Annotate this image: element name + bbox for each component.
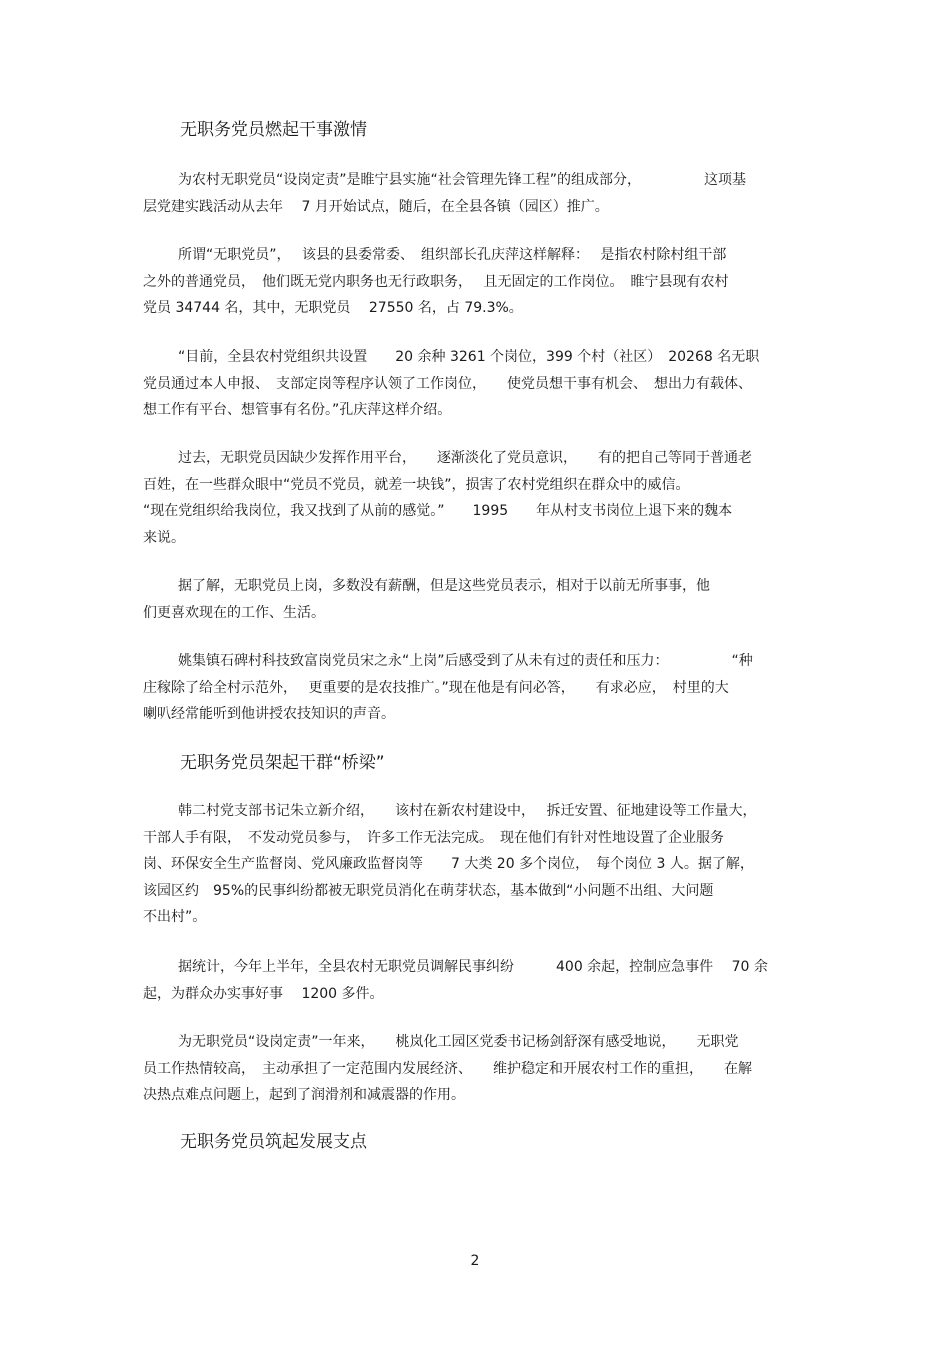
paragraph-7 bbox=[143, 798, 813, 931]
paragraph-line: 岗、环保安全生产监督岗、党风廉政监督岗等 7 大类 20 多个岗位， 每个岗位 3 人。据了解， bbox=[143, 856, 754, 872]
paragraph-line: 据了解，无职党员上岗，多数没有薪酬，但是这些党员表示，相对于以前无所事事，他 bbox=[178, 578, 710, 594]
paragraph-line: 庄稼除了给全村示范外， 更重要的是农技推广。”现在他是有问必答， 有求必应， 村里的大 bbox=[143, 679, 729, 696]
paragraph-line: 姚集镇石碑村科技致富岗党员宋之永“上岗”后感受到了从未有过的责任和压力： “种 bbox=[178, 653, 753, 669]
paragraph-line: 所谓“无职党员”， 该县的县委常委、 组织部长孔庆萍这样解释： 是指农村除村组干部 bbox=[178, 247, 727, 263]
paragraph-line: 来说。 bbox=[143, 529, 185, 546]
paragraph-line: 员工作热情较高， 主动承担了一定范围内发展经济、 维护稳定和开展农村工作的重担， 在解 bbox=[143, 1060, 752, 1077]
paragraph-1 bbox=[143, 167, 813, 220]
paragraph-line: 百姓，在一些群众眼中“党员不党员，就差一块钱”，损害了农村党组织在群众中的威信。 bbox=[143, 476, 690, 493]
paragraph-2 bbox=[143, 242, 813, 322]
paragraph-line: “目前，全县农村党组织共设置 20 余种 3261 个岗位，399 个村（社区） 20268 名无职 bbox=[178, 349, 760, 365]
paragraph-3 bbox=[143, 344, 813, 424]
paragraph-8 bbox=[143, 954, 813, 1007]
paragraph-9 bbox=[143, 1029, 813, 1109]
paragraph-4 bbox=[143, 445, 813, 551]
paragraph-line: 过去，无职党员因缺少发挥作用平台， 逐渐淡化了党员意识， 有的把自己等同于普通老 bbox=[178, 450, 752, 466]
paragraph-6 bbox=[143, 648, 813, 728]
paragraph-line: “现在党组织给我岗位，我又找到了从前的感觉。” 1995 年从村支书岗位上退下来的魏本 bbox=[143, 503, 733, 519]
paragraph-line: 为无职党员“设岗定责”一年来， 桃岚化工园区党委书记杨剑舒深有感受地说， 无职党 bbox=[178, 1034, 739, 1050]
paragraph-line: 为农村无职党员“设岗定责”是睢宁县实施“社会管理先锋工程”的组成部分， 这项基 bbox=[178, 172, 747, 188]
section-heading-1: 无职务党员燃起干事激情 bbox=[180, 120, 367, 140]
paragraph-line: 喇叭经常能听到他讲授农技知识的声音。 bbox=[143, 706, 395, 722]
paragraph-line: 之外的普通党员， 他们既无党内职务也无行政职务， 且无固定的工作岗位。 睢宁县现有农村 bbox=[143, 273, 729, 290]
paragraph-line: 想工作有平台、想管事有名份。”孔庆萍这样介绍。 bbox=[143, 402, 452, 418]
page-number: 2 bbox=[470, 1253, 480, 1269]
paragraph-line: 决热点难点问题上，起到了润滑剂和减震器的作用。 bbox=[143, 1087, 465, 1103]
paragraph-line: 起，为群众办实事好事 1200 多件。 bbox=[143, 985, 384, 1002]
paragraph-line: 该园区约 95%的民事纠纷都被无职党员消化在萌芽状态，基本做到“小问题不出组、大问题 bbox=[143, 882, 714, 899]
paragraph-line: 们更喜欢现在的工作、生活。 bbox=[143, 604, 325, 621]
paragraph-line: 韩二村党支部书记朱立新介绍， 该村在新农村建设中， 拆迁安置、征地建设等工作量大， bbox=[178, 803, 757, 819]
paragraph-line: 不出村”。 bbox=[143, 909, 207, 925]
section-heading-2: 无职务党员架起干群“桥梁” bbox=[180, 753, 385, 773]
paragraph-line: 层党建实践活动从去年 7 月开始试点，随后，在全县各镇（园区）推广。 bbox=[143, 198, 609, 215]
paragraph-5 bbox=[143, 573, 813, 626]
paragraph-line: 党员通过本人申报、 支部定岗等程序认领了工作岗位， 使党员想干事有机会、 想出力有载体、 bbox=[143, 375, 752, 392]
section-heading-3: 无职务党员筑起发展支点 bbox=[180, 1132, 367, 1152]
paragraph-line: 据统计，今年上半年，全县农村无职党员调解民事纠纷 400 余起，控制应急事件 70 余 bbox=[178, 959, 768, 975]
paragraph-line: 干部人手有限， 不发动党员参与， 许多工作无法完成。 现在他们有针对性地设置了企业服务 bbox=[143, 829, 724, 846]
paragraph-line: 党员 34744 名，其中，无职党员 27550 名，占 79.3%。 bbox=[143, 300, 523, 316]
